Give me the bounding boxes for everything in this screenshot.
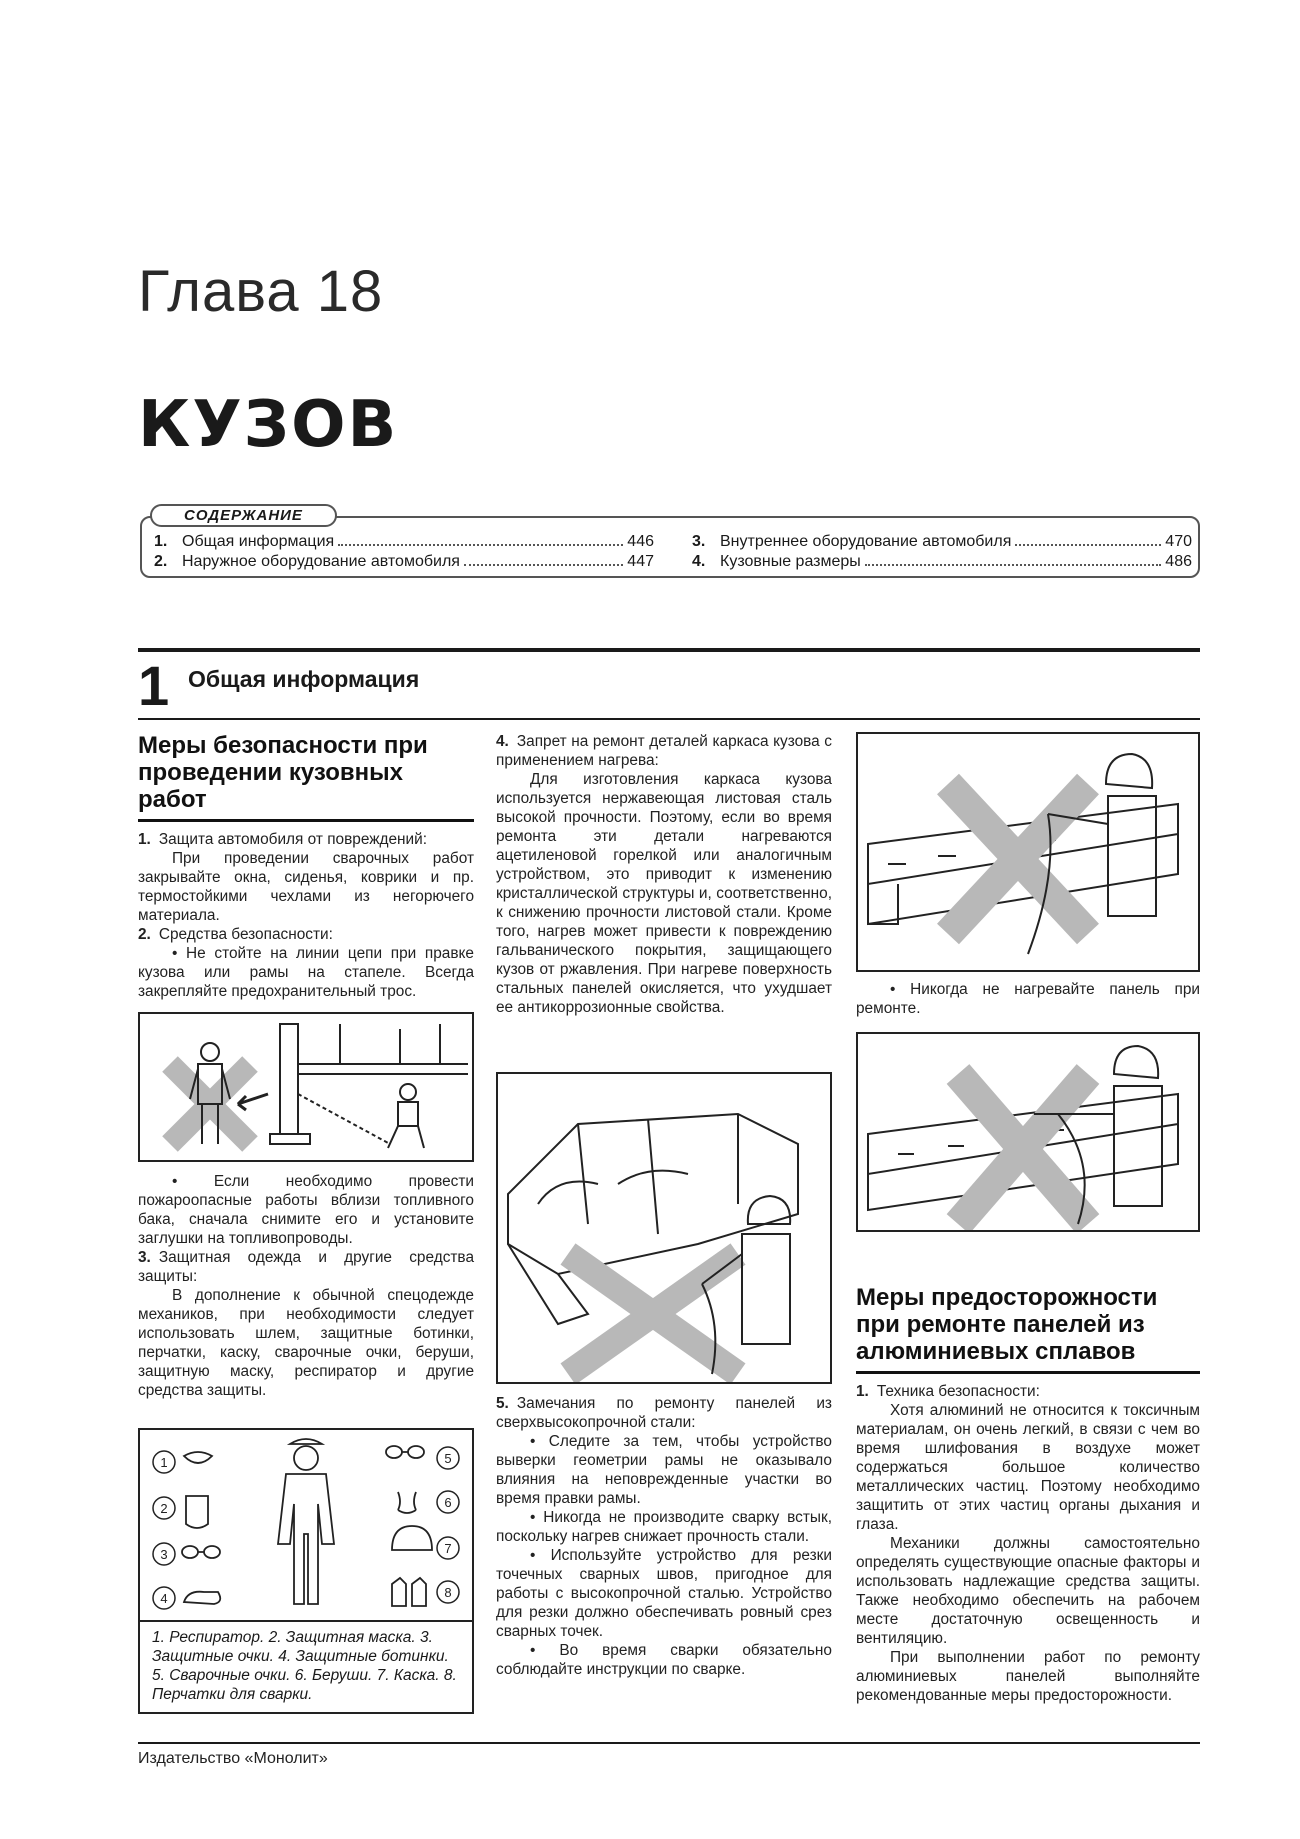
item-number: 5.: [496, 1395, 509, 1412]
toc-item-text: Наружное оборудование автомобиля: [182, 553, 460, 570]
bullet-paragraph: • Никогда не производите сварку встык, поскольку нагрев снижает прочность стали.: [496, 1509, 832, 1545]
heading-rule: [856, 1371, 1200, 1374]
item-number: 2.: [138, 926, 151, 943]
toc-item-page: 486: [1165, 553, 1192, 570]
paragraph: Замечания по ремонту панелей из сверхвысокопрочной стали:: [496, 1395, 832, 1431]
bullet-paragraph: • Следите за тем, чтобы устройство выверки геометрии рамы не оказывало влияния на неповрежденные участки во время правки рамы.: [496, 1433, 832, 1507]
figure-chain-hazard: [138, 1012, 474, 1162]
toc-item-text: Общая информация: [182, 533, 335, 550]
text-column-2: [496, 732, 832, 1017]
numbered-item: [138, 1248, 474, 1286]
chapter-label: Глава 18: [138, 259, 384, 324]
car-body-frame-icon: [508, 1114, 798, 1324]
toc-column-right: [692, 532, 1192, 572]
item-number: 1.: [856, 1383, 869, 1400]
figure-protective-equipment: [138, 1428, 474, 1622]
paragraph: Запрет на ремонт деталей каркаса кузова с применением нагрева:: [496, 733, 832, 769]
text-column-2-cont: [496, 1394, 832, 1679]
mechanic-figure-icon: [278, 1439, 334, 1604]
bullet-paragraph: • Используйте устройство для резки точечных сварных швов, пригодное для работы с высокопрочной сталью. Устройство для резки должно обеспечивать ровный срез сварных точек.: [496, 1547, 832, 1640]
ppe-illustration: [140, 1430, 472, 1620]
bullet-paragraph: • Не стойте на линии цепи при правке кузова или рамы на стапеле. Всегда закрепляйте предохранительный трос.: [138, 945, 474, 1000]
chain-hazard-illustration: [140, 1014, 472, 1160]
figure-caption: 1. Респиратор. 2. Защитная маска. 3. Защитные очки. 4. Защитные ботинки. 5. Сварочные очки. 6. Беруши. 7. Каска. 8. Перчатки для сварки.: [138, 1622, 474, 1714]
respirator-icon: [184, 1452, 212, 1463]
callout-number: 8: [444, 1585, 452, 1600]
paragraph: Защита автомобиля от повреждений:: [158, 831, 428, 848]
toc-item[interactable]: [154, 532, 654, 552]
paragraph: При проведении сварочных работ закрывайте окна, сиденья, коврики и пр. термостойкими чехлами из негорючего материала.: [138, 850, 474, 924]
numbered-item: [138, 925, 474, 944]
figure-panel-heating-1: [856, 732, 1200, 972]
item-number: 4.: [496, 733, 509, 750]
toc-item[interactable]: [692, 532, 1192, 552]
toc-leader-dots: [464, 564, 623, 566]
paragraph: Механики должны самостоятельно определять существующие опасные факторы и использовать надлежащие средства защиты. Также необходимо обеспечить на рабочем месте достаточную освещенность и вентиляцию.: [856, 1535, 1200, 1647]
section-title: Общая информация: [188, 666, 420, 692]
paragraph: При выполнении работ по ремонту алюминиевых панелей выполняйте рекомендованные меры предосторожности.: [856, 1649, 1200, 1704]
toc-column-left: [154, 532, 654, 572]
item-number: 3.: [138, 1249, 151, 1266]
helmet-icon: [392, 1526, 432, 1550]
toc-item-number: 1.: [154, 533, 168, 550]
toc-item-number: 2.: [154, 553, 168, 570]
toc-leader-dots: [1015, 544, 1161, 546]
toc-item-number: 3.: [692, 533, 706, 550]
toc-label: СОДЕРЖАНИЕ: [150, 504, 337, 527]
numbered-item: [496, 732, 832, 770]
face-shield-icon: [186, 1496, 208, 1528]
text-column-3-cont: [856, 1284, 1200, 1705]
toc-leader-dots: [865, 564, 1161, 566]
bullet-paragraph: • Если необходимо провести пожароопасные работы вблизи топливного бака, сначала снимите его и установите заглушки на топливопроводы.: [138, 1173, 474, 1247]
safety-glasses-icon: [182, 1546, 220, 1558]
welding-goggles-icon: [386, 1446, 424, 1458]
paragraph: Хотя алюминий не относится к токсичным материалам, он очень легкий, в связи с чем во время шлифования в воздухе может содержаться большое количество металлических частиц. Поэтому необходимо защитить от этих частиц органы дыхания и глаза.: [856, 1402, 1200, 1533]
text-column-1: [138, 732, 474, 1001]
welding-gloves-icon: [392, 1578, 426, 1606]
section-number: 1: [138, 654, 170, 717]
paragraph: Для изготовления каркаса кузова используется нержавеющая листовая сталь высокой прочности. Поэтому, если во время ремонта эти детали нагреваются ацетиленовой горелкой или аналогичным устройством, это приводит к изменению кристаллической структуры и, соответственно, к снижению прочности листовой стали. Кроме того, нагрев может привести к повреждению гальванического покрытия, защищающего кузов от ржавления. При нагреве поверхность стальных панелей окисляется, что ухудшает ее антикоррозионные свойства.: [496, 771, 832, 1016]
toc-item-text: Внутреннее оборудование автомобиля: [720, 533, 1012, 550]
text-column-1-cont: [138, 1172, 474, 1400]
toc-item[interactable]: [154, 552, 654, 572]
frame-straightener-icon: [270, 1024, 468, 1144]
paragraph: В дополнение к обычной спецодежде механиков, при необходимости следует использовать шлем, защитные ботинки, перчатки, каску, сварочные очки, беруши, защитную маску, респиратор и другие средства защиты.: [138, 1287, 474, 1399]
callout-number: 6: [444, 1495, 452, 1510]
arrow-left-icon: [238, 1094, 268, 1110]
table-of-contents: [140, 507, 1200, 578]
callout-number: 3: [160, 1547, 168, 1562]
item-number: 1.: [138, 831, 151, 848]
subsection-heading: Меры безопасности при проведении кузовных работ: [138, 732, 428, 813]
heading-rule: [138, 819, 474, 822]
callout-number: 4: [160, 1591, 168, 1606]
figure-panel-heating-2: [856, 1032, 1200, 1232]
callout-number: 2: [160, 1501, 168, 1516]
callout-number: 1: [160, 1455, 168, 1470]
section-rule-bottom: [138, 718, 1200, 720]
numbered-item: [496, 1394, 832, 1432]
paragraph: Средства безопасности:: [158, 926, 333, 943]
toc-item-page: 447: [627, 553, 654, 570]
toc-leader-dots: [338, 544, 623, 546]
paragraph: Техника безопасности:: [876, 1383, 1040, 1400]
callout-number: 5: [444, 1451, 452, 1466]
panel-heating-illustration: [858, 1034, 1198, 1230]
paragraph: Защитная одежда и другие средства защиты:: [138, 1249, 474, 1285]
toc-item-page: 470: [1165, 533, 1192, 550]
earplugs-icon: [398, 1492, 416, 1513]
bullet-paragraph: • Во время сварки обязательно соблюдайте инструкции по сварке.: [496, 1642, 832, 1678]
panel-heating-illustration: [858, 734, 1198, 970]
toc-item-page: 446: [627, 533, 654, 550]
figure-body-welding: [496, 1072, 832, 1384]
toc-item[interactable]: [692, 552, 1192, 572]
numbered-item: [856, 1382, 1200, 1401]
publisher-footer: Издательство «Монолит»: [138, 1750, 328, 1767]
section-rule-top: [138, 648, 1200, 652]
safety-boots-icon: [184, 1592, 220, 1604]
toc-item-number: 4.: [692, 553, 706, 570]
text-column-3: [856, 980, 1200, 1018]
toc-item-text: Кузовные размеры: [720, 553, 861, 570]
footer-rule: [138, 1742, 1200, 1744]
chapter-title: КУЗОВ: [138, 388, 399, 462]
person-icon: [388, 1084, 424, 1148]
bullet-paragraph: • Никогда не нагревайте панель при ремонте.: [856, 981, 1200, 1017]
callout-number: 7: [444, 1541, 452, 1556]
body-welding-illustration: [498, 1074, 830, 1382]
numbered-item: [138, 830, 474, 849]
subsection-heading: Меры предосторожности при ремонте панелей из алюминиевых сплавов: [856, 1284, 1158, 1365]
